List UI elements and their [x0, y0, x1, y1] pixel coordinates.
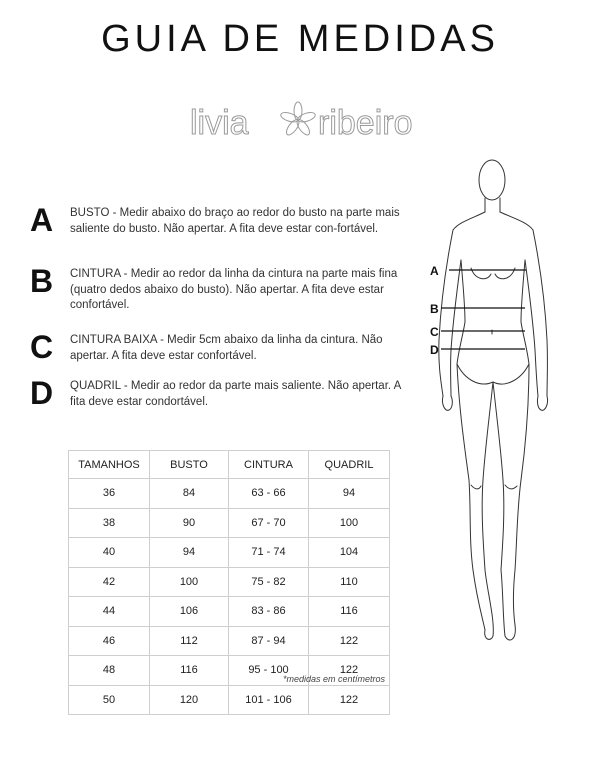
table-cell: 71 - 74	[229, 538, 309, 568]
table-cell: 101 - 106	[229, 685, 309, 715]
table-cell: 42	[69, 567, 150, 597]
table-cell: 100	[150, 567, 229, 597]
table-cell: 36	[69, 479, 150, 509]
figure-label-d: D	[430, 343, 439, 357]
brand-logo	[0, 98, 600, 148]
table-cell: 87 - 94	[229, 626, 309, 656]
table-cell: 116	[150, 656, 229, 686]
table-row	[69, 626, 390, 656]
table-cell: 94	[309, 479, 390, 509]
table-cell: 116	[309, 597, 390, 627]
measure-item-cintura-baixa	[30, 329, 410, 383]
table-cell: 104	[309, 538, 390, 568]
measure-description: CINTURA BAIXA - Medir 5cm abaixo da linha da cintura. Não apertar. A fita deve estar confortável.	[70, 334, 383, 362]
column-header: TAMANHOS	[69, 451, 150, 479]
table-cell: 94	[150, 538, 229, 568]
figure-label-a: A	[430, 264, 439, 278]
table-cell: 112	[150, 626, 229, 656]
table-cell: 95 - 100	[229, 656, 309, 686]
measure-description: QUADRIL - Medir ao redor da parte mais saliente. Não apertar. A fita deve estar condortável.	[70, 380, 401, 408]
table-cell: 122	[309, 656, 390, 686]
table-cell: 110	[309, 567, 390, 597]
measure-letter: C	[30, 329, 54, 365]
table-cell: 90	[150, 508, 229, 538]
table-cell: 122	[309, 685, 390, 715]
page-title: GUIA DE MEDIDAS	[101, 18, 499, 60]
table-row	[69, 685, 390, 715]
figure-label-c: C	[430, 325, 439, 339]
table-header-row	[69, 451, 390, 479]
table-cell: 83 - 86	[229, 597, 309, 627]
table-cell: 46	[69, 626, 150, 656]
table-cell: 75 - 82	[229, 567, 309, 597]
flower-icon	[280, 102, 317, 137]
column-header: QUADRIL	[309, 451, 390, 479]
table-cell: 40	[69, 538, 150, 568]
svg-text:livia: livia	[190, 104, 249, 142]
table-row	[69, 479, 390, 509]
measure-item-cintura	[30, 263, 410, 317]
table-row	[69, 538, 390, 568]
units-note: *medidas em centímetros	[283, 674, 386, 684]
measure-letter: A	[30, 202, 54, 238]
table-cell: 48	[69, 656, 150, 686]
table-row	[69, 508, 390, 538]
measure-description: BUSTO - Medir abaixo do braço ao redor do busto na parte mais saliente do busto. Não apertar. A fita deve estar con-fortável.	[70, 207, 400, 235]
table-cell: 106	[150, 597, 229, 627]
measure-letter: B	[30, 263, 54, 299]
column-header: BUSTO	[150, 451, 229, 479]
svg-text:ribeiro: ribeiro	[318, 104, 413, 142]
measure-letter: D	[30, 375, 54, 411]
table-cell: 122	[309, 626, 390, 656]
measure-item-quadril	[30, 375, 410, 429]
table-cell: 67 - 70	[229, 508, 309, 538]
table-cell: 50	[69, 685, 150, 715]
figure-label-b: B	[430, 302, 439, 316]
table-cell: 84	[150, 479, 229, 509]
measure-item-busto	[30, 202, 410, 256]
table-row	[69, 597, 390, 627]
table-cell: 38	[69, 508, 150, 538]
table-cell: 63 - 66	[229, 479, 309, 509]
body-figure-illustration	[425, 150, 585, 750]
table-cell: 120	[150, 685, 229, 715]
measure-description: CINTURA - Medir ao redor da linha da cintura na parte mais fina (quatro dedos abaixo do busto). Não apertar. A fita deve estar confortável.	[70, 268, 398, 311]
column-header: CINTURA	[229, 451, 309, 479]
table-cell: 44	[69, 597, 150, 627]
table-row	[69, 567, 390, 597]
table-cell: 100	[309, 508, 390, 538]
